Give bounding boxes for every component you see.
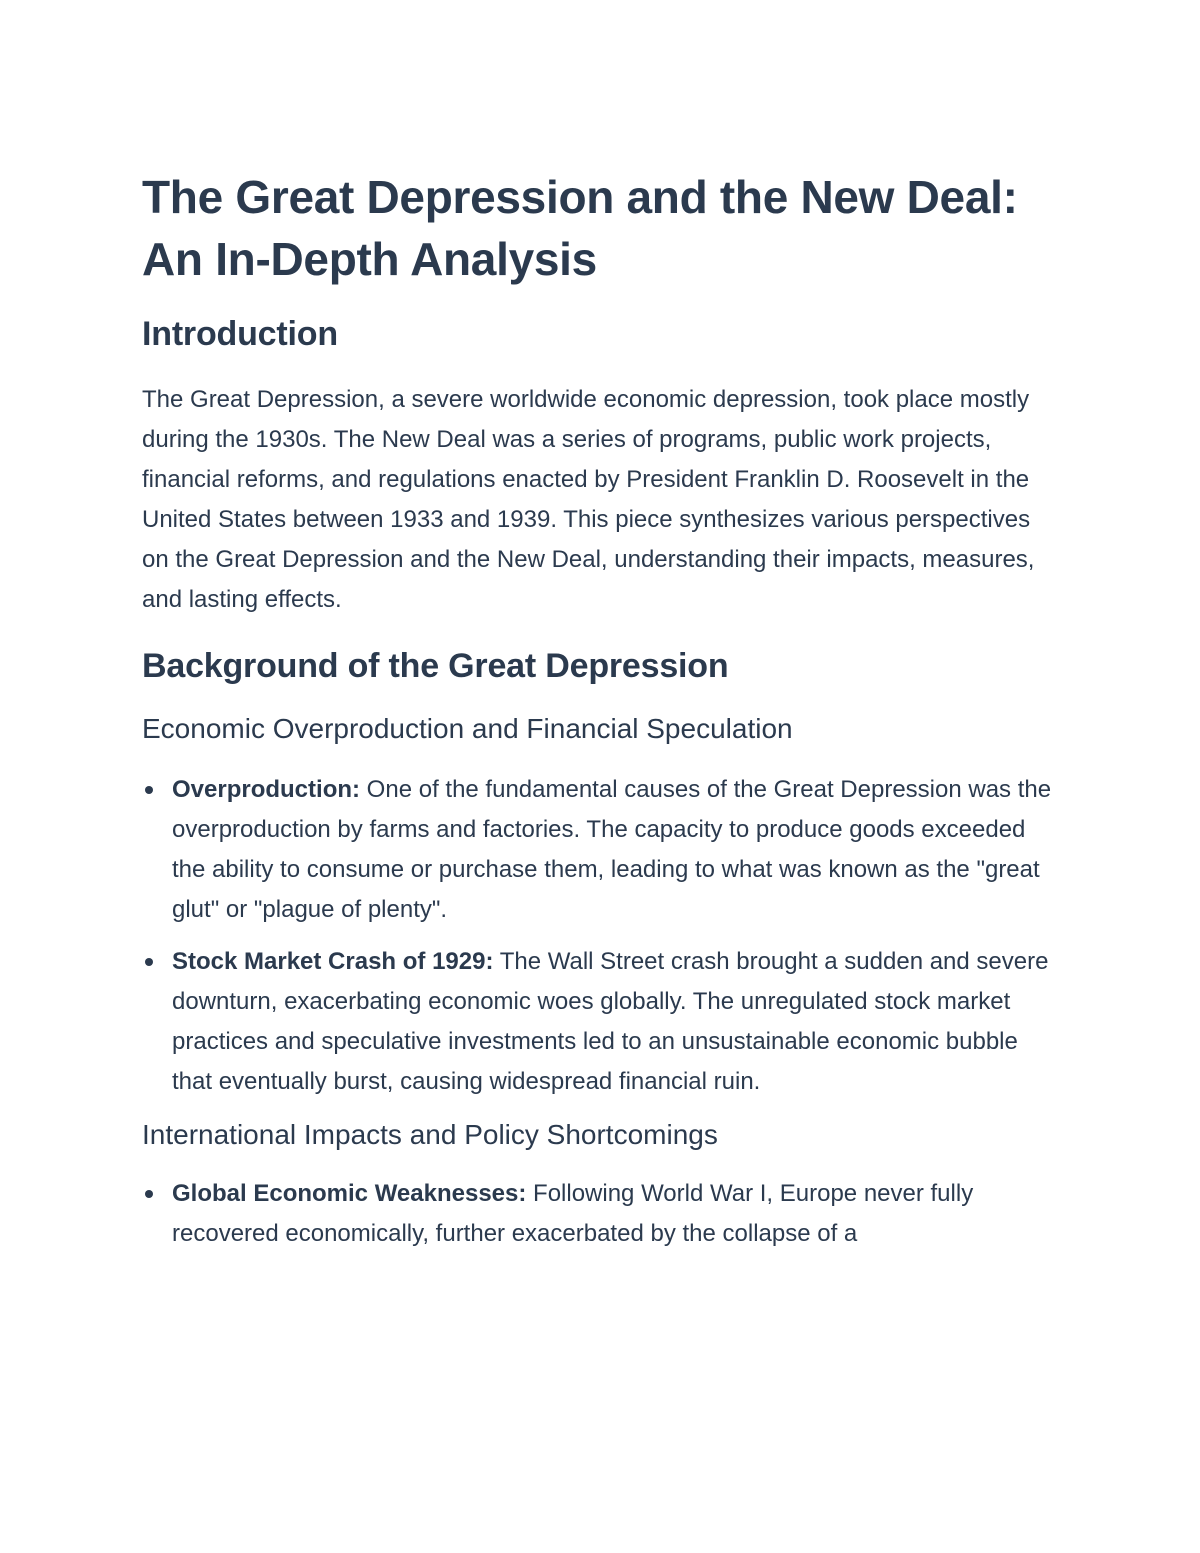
list-item-text: One of the fundamental causes of the Great Depression was the overproduction by farms and factories. The capacity to produce goods exceeded the ability to consume or purchase them, leading to what was known as the "great glut" or "plague of plenty". [172, 776, 1052, 923]
document-title: The Great Depression and the New Deal: An In-Depth Analysis [142, 171, 1018, 285]
list-item-term: Global Economic Weaknesses: [172, 1180, 527, 1207]
list-item [142, 770, 1062, 930]
bullet-icon [145, 958, 153, 966]
subsection-heading-overproduction: Economic Overproduction and Financial Speculation [142, 713, 793, 744]
bullet-list-international [142, 1174, 1062, 1254]
bullet-icon [145, 786, 153, 794]
list-item-text: Following World War I, Europe never fully recovered economically, further exacerbated by the collapse of a [172, 1180, 974, 1247]
subsection-heading-international: International Impacts and Policy Shortcomings [142, 1119, 718, 1150]
background-heading: Background of the Great Depression [142, 647, 729, 685]
document-page [142, 166, 1062, 1254]
introduction-heading: Introduction [142, 315, 338, 353]
list-item-term: Overproduction: [172, 776, 361, 803]
bullet-list-causes [142, 770, 1062, 1102]
introduction-paragraph: The Great Depression, a severe worldwide economic depression, took place mostly during the 1930s. The New Deal was a series of programs, public work projects, financial reforms, and regulations enacted by President Franklin D. Roosevelt in the United States between 1933 and 1939. This piece synthesizes various perspectives on the Great Depression and the New Deal, understanding their impacts, measures, and lasting effects. [142, 386, 1035, 613]
list-item [142, 1174, 1062, 1254]
list-item [142, 942, 1062, 1102]
list-item-text: The Wall Street crash brought a sudden and severe downturn, exacerbating economic woes globally. The unregulated stock market practices and speculative investments led to an unsustainable economic bubble that eventually burst, causing widespread financial ruin. [172, 948, 1049, 1095]
bullet-icon [145, 1190, 153, 1198]
list-item-term: Stock Market Crash of 1929: [172, 948, 494, 975]
